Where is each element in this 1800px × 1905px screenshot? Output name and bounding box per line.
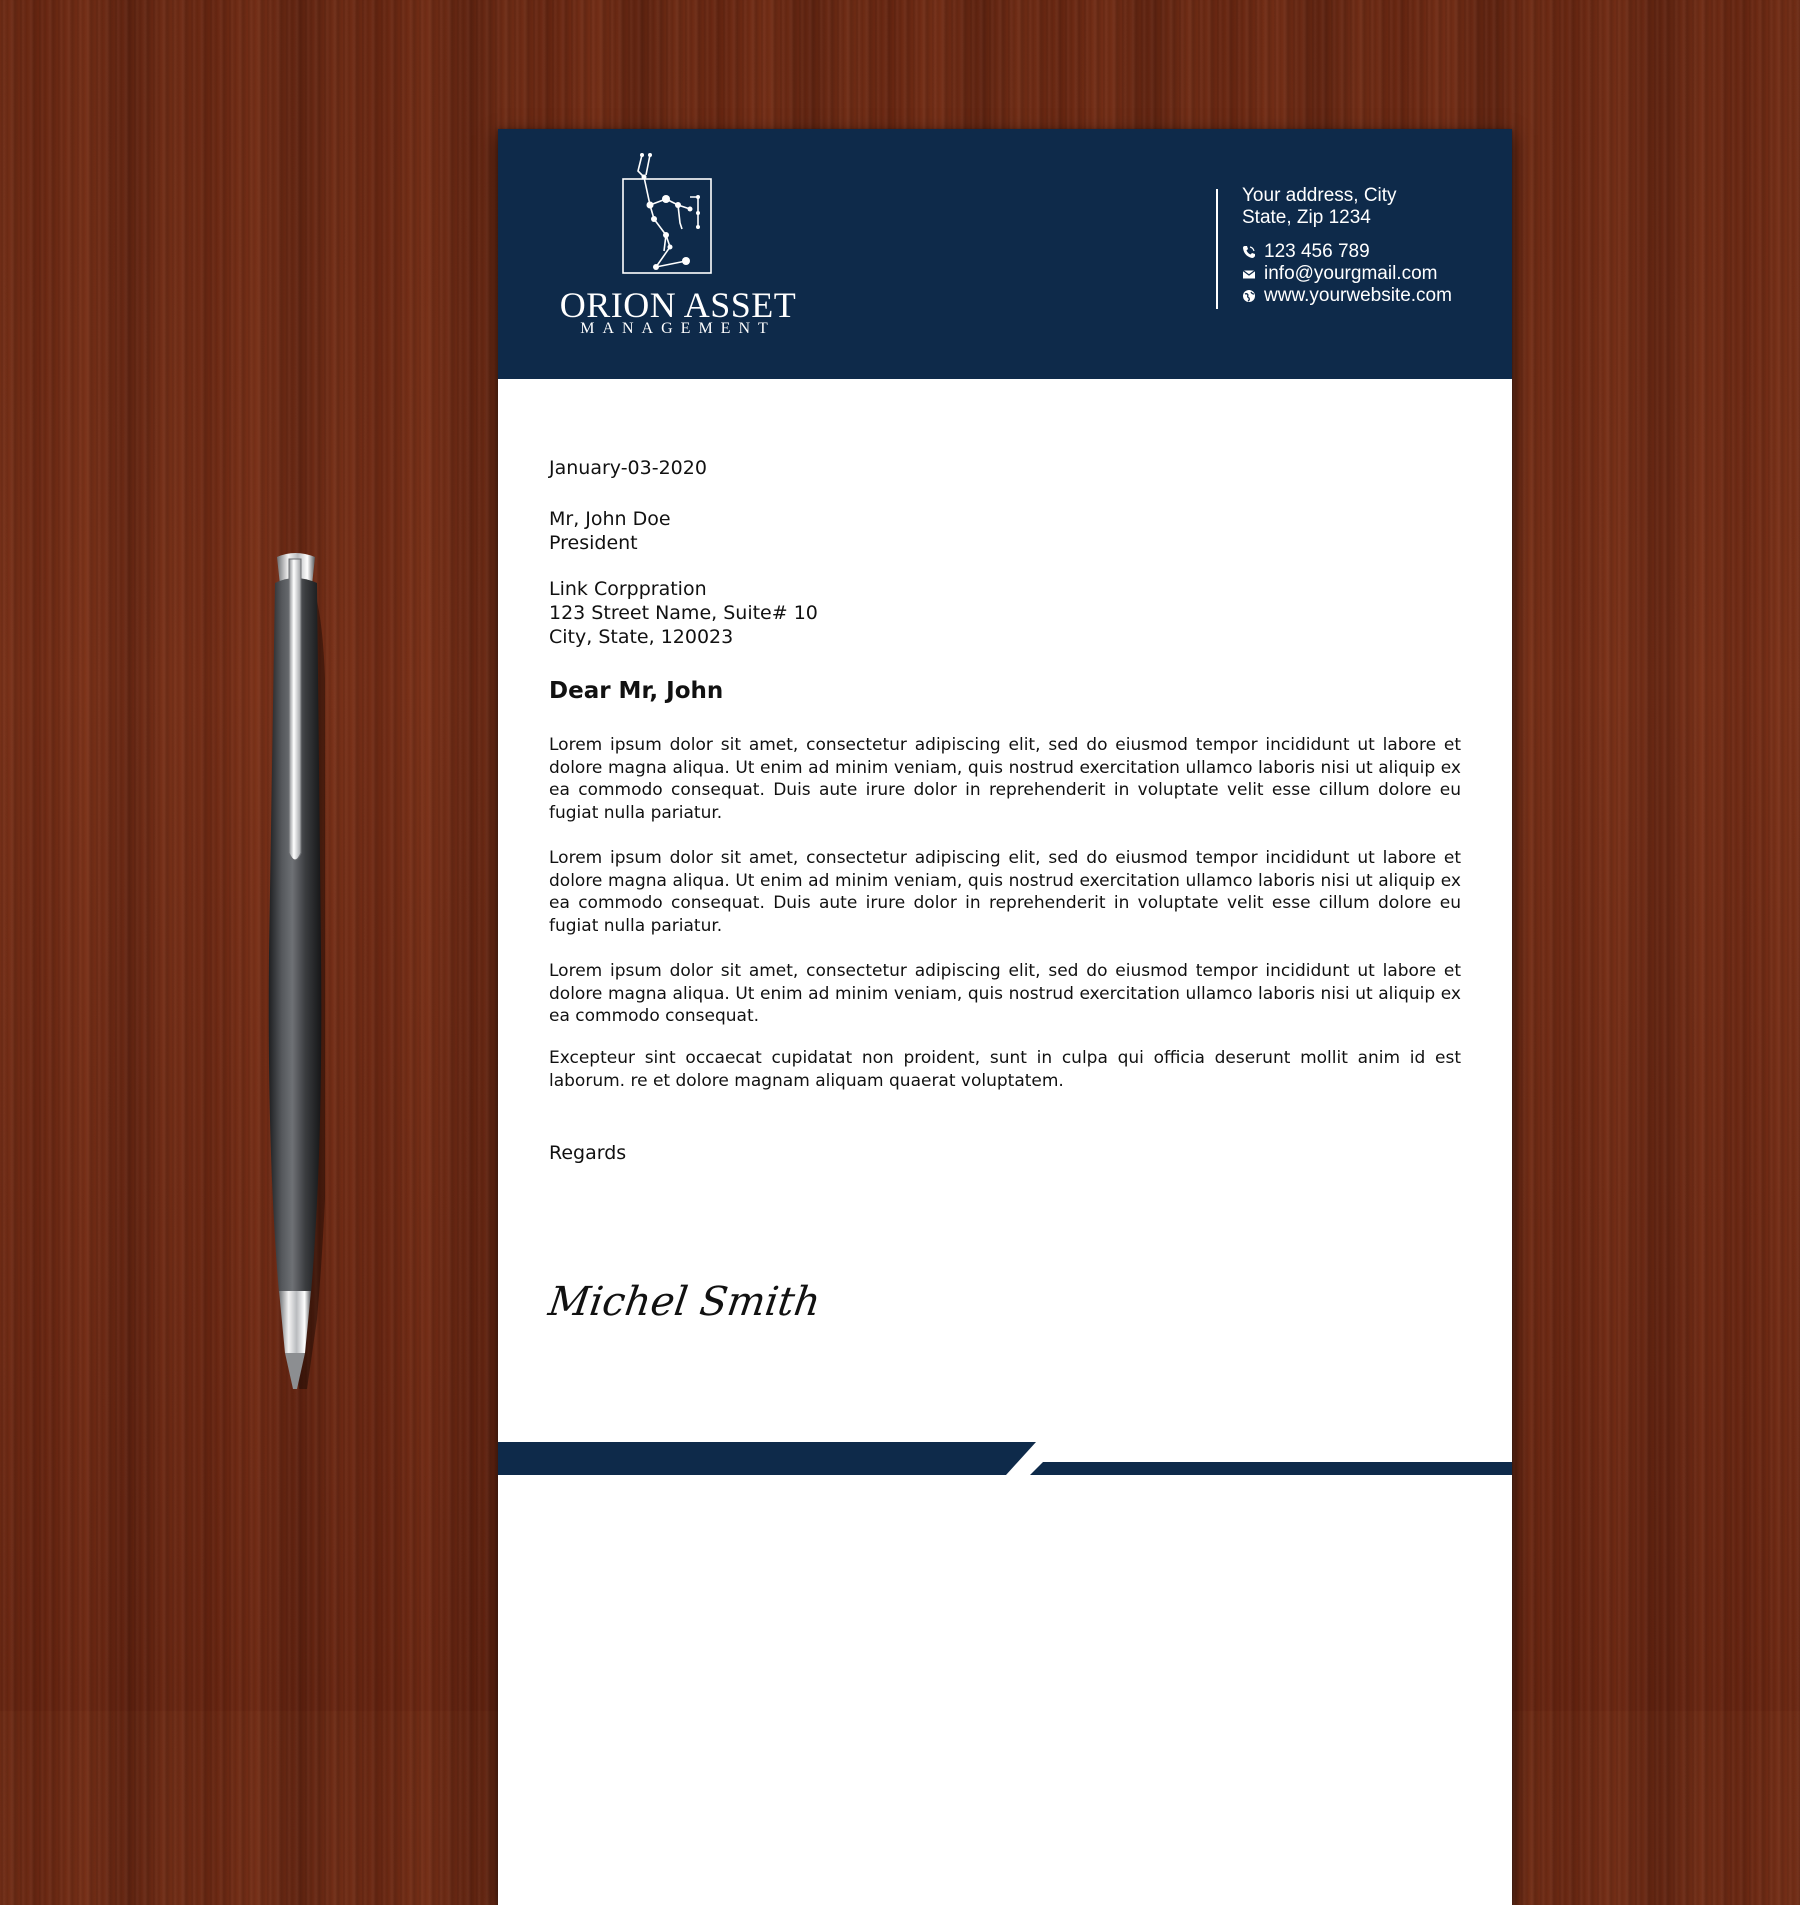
address-line-1: Your address, City	[1242, 185, 1397, 206]
recipient-name: Mr, John Doe	[549, 508, 671, 530]
footer-bar	[498, 1442, 1512, 1475]
closing: Regards	[549, 1142, 627, 1164]
header-divider	[1216, 189, 1218, 309]
paragraph: Lorem ipsum dolor sit amet, consectetur adipiscing elit, sed do eiusmod tempor incididunt ut labore et dolore magna aliqua. Ut enim ad minim veniam, quis nostrud exercitation ullamco laboris nisi ut aliquip ex ea commodo consequat. Duis aute irure dolor in reprehenderit in voluptate velit esse cillum dolore eu fugiat nulla pariatur.	[549, 735, 1461, 823]
salutation: Dear Mr, John	[549, 678, 724, 704]
pen	[265, 553, 325, 1393]
contact-block	[1242, 185, 1452, 307]
letterhead-page	[498, 129, 1512, 1905]
paragraph: Lorem ipsum dolor sit amet, consectetur adipiscing elit, sed do eiusmod tempor incididunt ut labore et dolore magna aliqua. Ut enim ad minim veniam, quis nostrud exercitation ullamco laboris nisi ut aliquip ex ea commodo consequat.	[549, 961, 1461, 1026]
paragraph: Lorem ipsum dolor sit amet, consectetur adipiscing elit, sed do eiusmod tempor incididunt ut labore et dolore magna aliqua. Ut enim ad minim veniam, quis nostrud exercitation ullamco laboris nisi ut aliquip ex ea commodo consequat. Duis aute irure dolor in reprehenderit in voluptate velit esse cillum dolore eu fugiat nulla pariatur.	[549, 848, 1461, 936]
company-name: ORION ASSET	[559, 285, 797, 325]
envelope-icon	[1242, 267, 1256, 281]
recipient-city: City, State, 120023	[549, 626, 734, 648]
phone-number: 123 456 789	[1264, 241, 1370, 262]
letter-date: January-03-2020	[549, 457, 707, 479]
phone-icon	[1242, 245, 1256, 259]
letterhead-header	[498, 129, 1512, 379]
email-row	[1242, 263, 1452, 285]
recipient-title: President	[549, 532, 638, 554]
signature: Michel Smith	[545, 1279, 824, 1325]
company-subtitle: MANAGEMENT	[580, 320, 776, 337]
website-row	[1242, 285, 1452, 307]
globe-icon	[1242, 289, 1256, 303]
orion-constellation-icon	[620, 153, 720, 275]
email-address: info@yourgmail.com	[1264, 263, 1438, 284]
website-url: www.yourwebsite.com	[1264, 285, 1452, 306]
address-line-2: State, Zip 1234	[1242, 207, 1371, 228]
recipient-street: 123 Street Name, Suite# 10	[549, 602, 818, 624]
recipient-company: Link Corppration	[549, 578, 707, 600]
paragraph: Excepteur sint occaecat cupidatat non proident, sunt in culpa qui officia deserunt mollit anim id est laborum. re et dolore magnam aliquam quaerat voluptatem.	[549, 1048, 1461, 1091]
phone-row	[1242, 241, 1452, 263]
